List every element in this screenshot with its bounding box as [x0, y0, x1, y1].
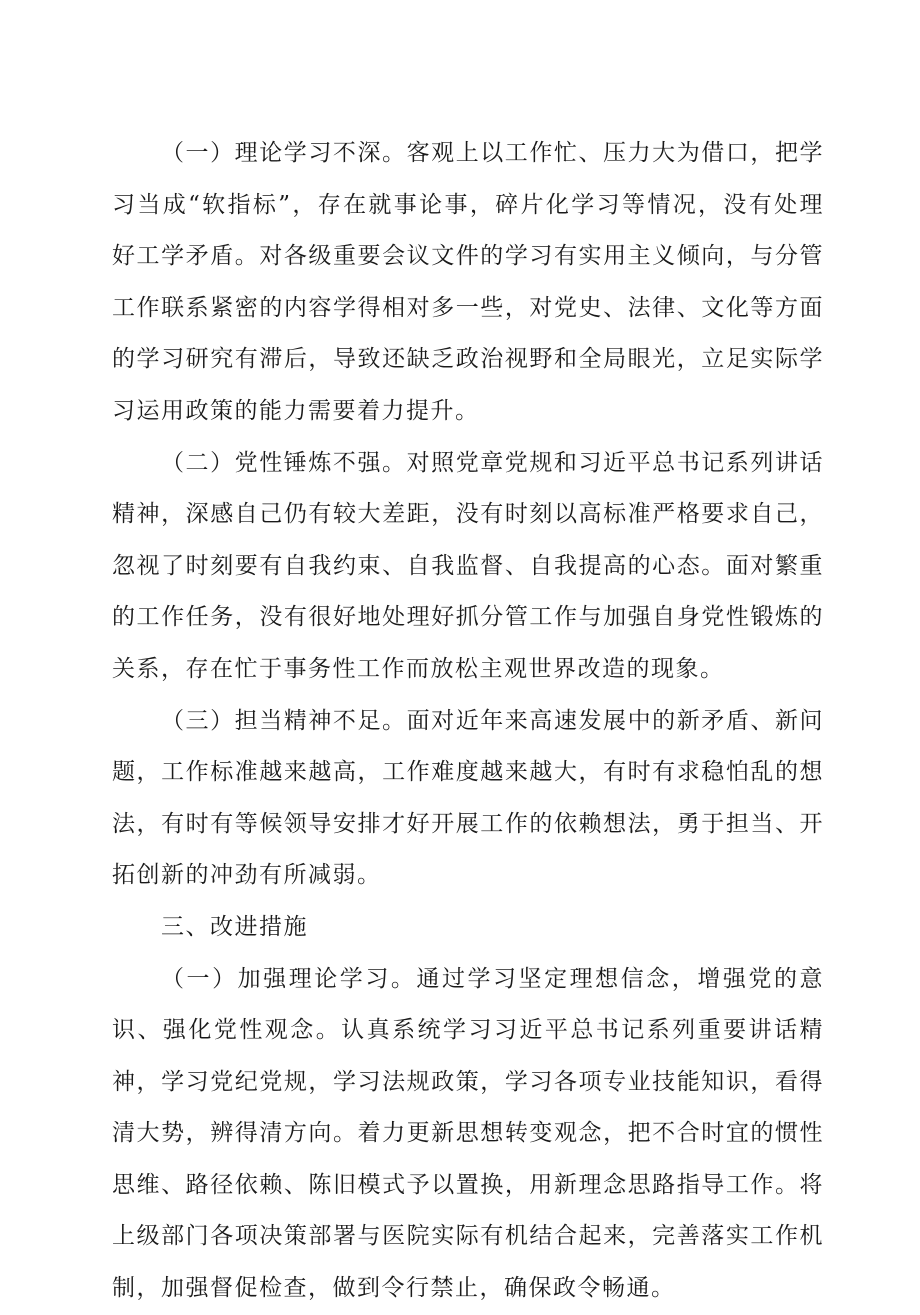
document-body	[112, 128, 824, 1315]
paragraph-responsibility: （三）担当精神不足。面对近年来高速发展中的新矛盾、新问题，工作标准越来越高，工作难度越来越大，有时有求稳怕乱的想法，有时有等候领导安排才好开展工作的依赖想法，勇于担当、开拓创新的冲劲有所减弱。	[112, 707, 824, 889]
paragraph-theory-study: （一）理论学习不深。客观上以工作忙、压力大为借口，把学习当成“软指标”，存在就事论事，碎片化学习等情况，没有处理好工学矛盾。对各级重要会议文件的学习有实用主义倾向，与分管工作联系紧密的内容学得相对多一些，对党史、法律、文化等方面的学习研究有滞后，导致还缺乏政治视野和全局眼光，立足实际学习运用政策的能力需要着力提升。	[112, 140, 824, 424]
section-heading: 三、改进措施	[161, 913, 308, 940]
paragraph-measure-theory: （一）加强理论学习。通过学习坚定理想信念，增强党的意识、强化党性观念。认真系统学习习近平总书记系列重要讲话精神，学习党纪党规，学习法规政策，学习各项专业技能知识，看得清大势，辨得清方向。着力更新思想转变观念，把不合时宜的惯性思维、路径依赖、陈旧模式予以置换，用新理念思路指导工作。将上级部门各项决策部署与医院实际有机结合起来，完善落实工作机制，加强督促检查，做到令行禁止，确保政令畅通。	[112, 965, 824, 1302]
paragraph-party-spirit: （二）党性锤炼不强。对照党章党规和习近平总书记系列讲话精神，深感自己仍有较大差距，没有时刻以高标准严格要求自己，忽视了时刻要有自我约束、自我监督、自我提高的心态。面对繁重的工作任务，没有很好地处理好抓分管工作与加强自身党性锻炼的关系，存在忙于事务性工作而放松主观世界改造的现象。	[112, 449, 824, 682]
